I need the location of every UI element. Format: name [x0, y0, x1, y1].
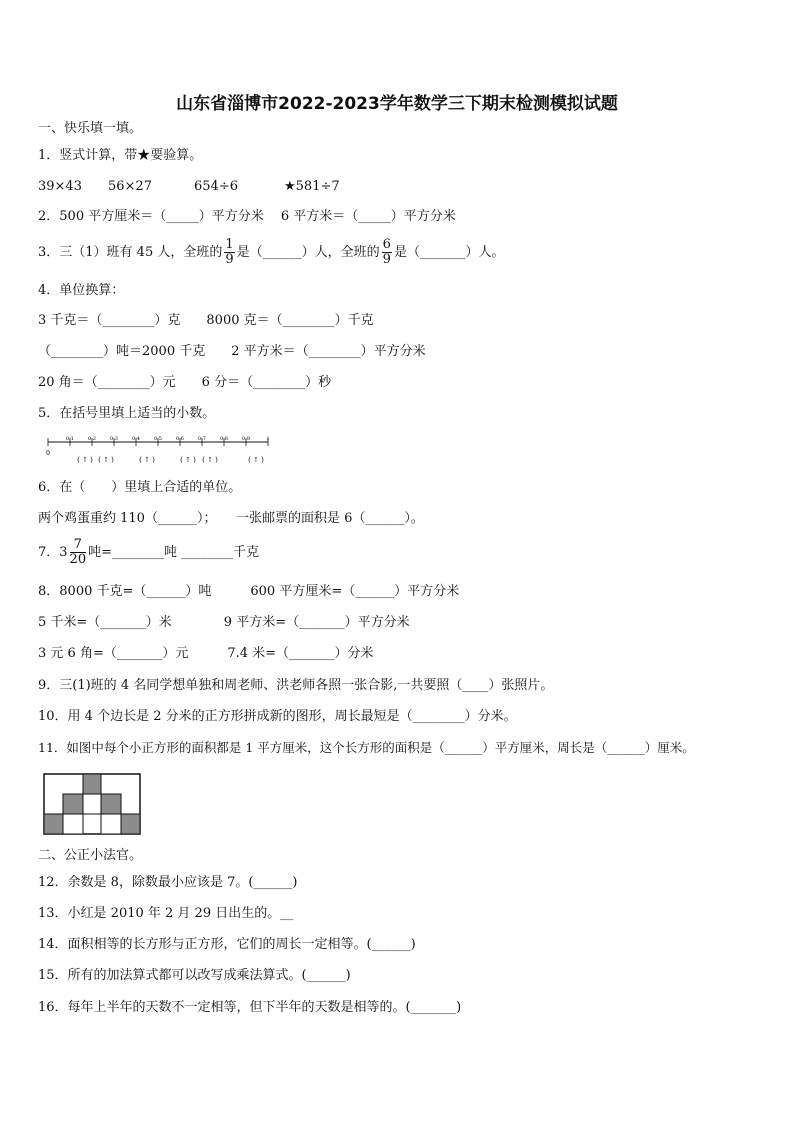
q4-row: （________）吨＝2000 千克 2 平方米＝（________）平方分米 [38, 344, 426, 359]
tick-label: 0.4 [132, 436, 140, 442]
q6-row: 两个鸡蛋重约 110（______）； 一张邮票的面积是 6（______）。 [38, 511, 424, 526]
tick-label: 0.7 [198, 436, 206, 442]
shaded-square [83, 774, 101, 794]
q7-text-b: 吨=________吨 ________千克 [88, 545, 260, 560]
q3-text-c: 是（_______）人。 [393, 245, 505, 260]
tick-label: 0 [46, 450, 50, 457]
tick-label: 0.8 [220, 436, 228, 442]
question-2: 2．500 平方厘米＝（_____）平方分米 6 平方米＝（_____）平方分米 [38, 209, 456, 224]
tick-label: 1 [266, 436, 270, 442]
fraction-numerator: 7 [70, 538, 87, 553]
grid-cell [83, 794, 101, 814]
question-16: 16．每年上半年的天数不一定相等，但下半年的天数是相等的。(_______) [38, 1000, 462, 1015]
q1-item: 654÷6 [194, 179, 238, 194]
section-1-heading: 一、快乐填一填。 [38, 121, 143, 136]
fraction-numerator: 6 [382, 237, 391, 252]
blank-marker: ( ↑ ) [77, 456, 93, 464]
fraction-numerator: 1 [225, 237, 234, 252]
blank-marker: ( ↑ ) [180, 456, 196, 464]
question-7 [38, 538, 259, 568]
question-10: 10．用 4 个边长是 2 分米的正方形拼成新的图形，周长最短是（________）分米。 [38, 709, 517, 724]
question-3 [38, 238, 504, 268]
q7-text-a: 7．3 [38, 545, 68, 560]
question-8: 8．8000 千克=（______）吨 600 平方厘米=（______）平方分米 [38, 584, 460, 599]
shaded-square [63, 794, 83, 814]
blank-marker: ( ↑ ) [98, 456, 114, 464]
section-2-heading: 二、公正小法官。 [38, 848, 143, 863]
question-13: 13．小红是 2010 年 2 月 29 日出生的。__ [38, 906, 294, 921]
question-4: 4．单位换算： [38, 283, 125, 298]
q4-row: 3 千克＝（________）克 8000 克＝（________）千克 [38, 313, 374, 328]
question-11: 11．如图中每个小正方形的面积都是 1 平方厘米，这个长方形的面积是（______）平方厘米，周长是（______）厘米。 [38, 740, 695, 755]
q8-row: 5 千米=（_______）米 9 平方米=（_______）平方分米 [38, 615, 410, 630]
q3-text-b: 是（______）人，全班的 [236, 245, 380, 260]
question-14: 14．面积相等的长方形与正方形，它们的周长一定相等。(______) [38, 937, 416, 952]
shaded-square [44, 814, 63, 834]
number-line [44, 432, 276, 472]
q8-row: 3 元 6 角=（_______）元 7.4 米=（_______）分米 [38, 646, 374, 661]
question-6: 6．在（ ）里填上合适的单位。 [38, 480, 242, 495]
page-title: 山东省淄博市2022-2023学年数学三下期末检测模拟试题 [176, 94, 618, 114]
grid-cell [63, 814, 83, 834]
tick-label: 0.3 [110, 436, 118, 442]
fraction-1-9 [224, 238, 234, 267]
blank-marker: ( ↑ ) [248, 456, 264, 464]
question-12: 12．余数是 8，除数最小应该是 7。(______) [38, 875, 298, 890]
fraction-denominator: 20 [69, 552, 87, 567]
tick-label: 0.2 [88, 436, 96, 442]
tick-label: 0.1 [66, 436, 74, 442]
tick-label: 0.9 [242, 436, 250, 442]
tick-label: 0.6 [176, 436, 184, 442]
question-9: 9．三(1)班的 4 名同学想单独和周老师、洪老师各照一张合影,一共要照（____）张照片。 [38, 678, 554, 693]
fraction-denominator: 9 [382, 252, 391, 267]
question-1: 1．竖式计算，带★要验算。 [38, 148, 203, 163]
q1-item: 56×27 [108, 179, 152, 194]
q1-item: ★581÷7 [284, 179, 340, 194]
blank-marker: ( ↑ ) [202, 456, 218, 464]
tick-label: 0.5 [154, 436, 162, 442]
grid-cell [101, 814, 121, 834]
shaded-square [101, 794, 121, 814]
question-5: 5．在括号里填上适当的小数。 [38, 406, 216, 421]
q4-row: 20 角＝（________）元 6 分＝（________）秒 [38, 375, 332, 390]
q3-text-a: 3．三（1）班有 45 人，全班的 [38, 245, 223, 260]
fraction-7-20 [70, 538, 87, 567]
question-15: 15．所有的加法算式都可以改写成乘法算式。(______) [38, 968, 351, 983]
grid-figure [43, 773, 141, 835]
fraction-6-9 [382, 238, 392, 267]
fraction-denominator: 9 [225, 252, 234, 267]
shaded-square [121, 814, 140, 834]
q1-item: 39×43 [38, 179, 82, 194]
blank-marker: ( ↑ ) [139, 456, 155, 464]
